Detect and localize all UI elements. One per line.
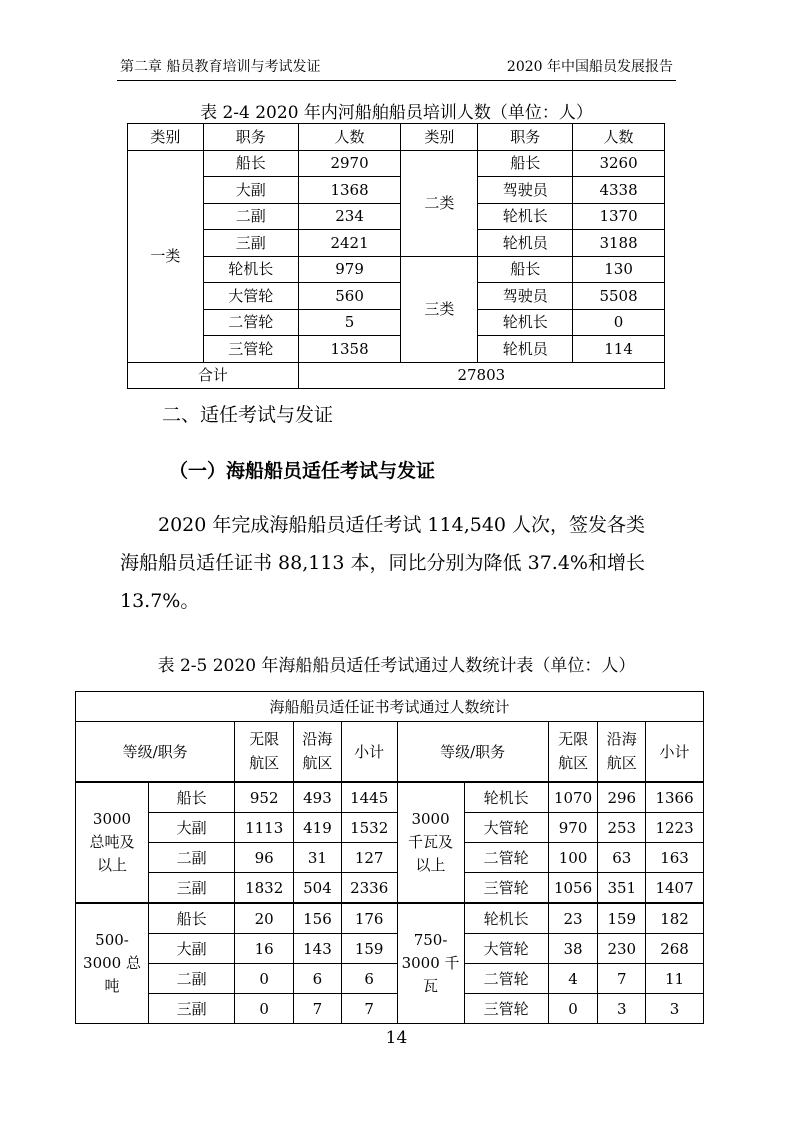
count-cell: 182 xyxy=(646,903,704,934)
count-cell: 3 xyxy=(646,994,704,1024)
position-cell: 船长 xyxy=(478,150,573,177)
position-cell: 三副 xyxy=(149,873,235,904)
grade-line: 750- xyxy=(413,930,448,949)
count-cell: 6 xyxy=(341,964,397,994)
count-cell: 159 xyxy=(598,903,646,934)
table-row xyxy=(76,934,704,964)
grade-line: 3000 千 xyxy=(401,953,460,972)
count-cell: 23 xyxy=(548,903,598,934)
count-cell: 156 xyxy=(294,903,342,934)
count-cell: 4338 xyxy=(573,177,665,204)
position-cell: 船长 xyxy=(478,256,573,283)
position-cell: 大副 xyxy=(149,934,235,964)
table-row xyxy=(128,203,665,230)
position-cell: 轮机长 xyxy=(464,903,548,934)
count-cell: 127 xyxy=(341,843,397,873)
grade-line: 3000 xyxy=(92,809,132,828)
header-report-title: 2020 年中国船员发展报告 xyxy=(506,59,673,75)
inland-training-table xyxy=(127,123,665,389)
category-cell: 一类 xyxy=(128,150,204,362)
count-cell: 16 xyxy=(235,934,294,964)
header-cell: 类别 xyxy=(128,124,204,151)
count-cell: 493 xyxy=(294,782,342,813)
position-cell: 三管轮 xyxy=(464,994,548,1024)
count-cell: 5 xyxy=(298,309,401,336)
count-cell: 7 xyxy=(341,994,397,1024)
position-cell: 轮机长 xyxy=(464,782,548,813)
header-line: 航区 xyxy=(302,753,333,772)
header-chapter-title: 第二章 船员教育培训与考试发证 xyxy=(120,59,321,75)
position-cell: 三管轮 xyxy=(464,873,548,904)
grade-line: 总吨及 xyxy=(89,832,135,851)
table-row xyxy=(76,813,704,843)
count-cell: 268 xyxy=(646,934,704,964)
count-cell: 11 xyxy=(646,964,704,994)
paragraph-line: 2020 年完成海船船员适任考试 114,540 人次，签发各类 xyxy=(158,514,646,536)
count-cell: 5508 xyxy=(573,283,665,310)
position-cell: 三副 xyxy=(149,994,235,1024)
header-cell: 人数 xyxy=(573,124,665,151)
count-cell: 143 xyxy=(294,934,342,964)
grade-line: 500- xyxy=(95,930,129,949)
table-header-row xyxy=(128,124,665,151)
count-cell: 163 xyxy=(646,843,704,873)
table-row xyxy=(128,256,665,283)
header-cell: 类别 xyxy=(401,124,478,151)
header-line: 无限 xyxy=(249,730,280,749)
subtotal-header: 小计 xyxy=(341,722,397,783)
count-cell: 2336 xyxy=(341,873,397,904)
count-cell: 1358 xyxy=(298,336,401,363)
header-cell: 职务 xyxy=(478,124,573,151)
grade-line: 吨 xyxy=(104,977,120,996)
position-cell: 二管轮 xyxy=(464,843,548,873)
table-row xyxy=(128,230,665,257)
header-cell: 人数 xyxy=(298,124,401,151)
header-line: 航区 xyxy=(249,753,280,772)
count-cell: 38 xyxy=(548,934,598,964)
total-row xyxy=(128,362,665,389)
seafarer-exam-table xyxy=(75,691,704,1024)
table-row xyxy=(76,843,704,873)
count-cell: 100 xyxy=(548,843,598,873)
paragraph-line: 海船船员适任证书 88,113 本，同比分别为降低 37.4%和增长 xyxy=(120,552,645,574)
count-cell: 1070 xyxy=(548,782,598,813)
count-cell: 3260 xyxy=(573,150,665,177)
table-row xyxy=(128,309,665,336)
count-cell: 952 xyxy=(235,782,294,813)
category-cell: 三类 xyxy=(401,256,478,362)
count-cell: 419 xyxy=(294,813,342,843)
count-cell: 504 xyxy=(294,873,342,904)
count-cell: 6 xyxy=(294,964,342,994)
grade-group-cell xyxy=(76,903,149,1024)
position-cell: 大管轮 xyxy=(464,934,548,964)
count-cell: 3188 xyxy=(573,230,665,257)
header-line: 航区 xyxy=(606,753,637,772)
subsection-heading: （一）海船船员适任考试与发证 xyxy=(169,460,436,482)
count-cell: 0 xyxy=(235,994,294,1024)
count-cell: 63 xyxy=(598,843,646,873)
grade-line: 以上 xyxy=(415,856,446,875)
header-line: 无限 xyxy=(558,730,589,749)
total-value: 27803 xyxy=(298,362,664,389)
table-row xyxy=(128,336,665,363)
count-cell: 1056 xyxy=(548,873,598,904)
count-cell: 351 xyxy=(598,873,646,904)
header-line: 航区 xyxy=(558,753,589,772)
grade-group-cell xyxy=(397,782,464,903)
count-cell: 0 xyxy=(573,309,665,336)
unlimited-header xyxy=(235,722,294,783)
count-cell: 1532 xyxy=(341,813,397,843)
count-cell: 296 xyxy=(598,782,646,813)
grade-line: 以上 xyxy=(97,856,128,875)
count-cell: 20 xyxy=(235,903,294,934)
position-cell: 二副 xyxy=(149,843,235,873)
table1-caption: 表 2-4 2020 年内河船舶船员培训人数（单位：人） xyxy=(200,103,593,123)
position-cell: 驾驶员 xyxy=(478,283,573,310)
table-row xyxy=(128,177,665,204)
count-cell: 96 xyxy=(235,843,294,873)
count-cell: 1366 xyxy=(646,782,704,813)
position-cell: 大副 xyxy=(203,177,298,204)
count-cell: 1445 xyxy=(341,782,397,813)
table-title: 海船船员适任证书考试通过人数统计 xyxy=(76,692,704,722)
table-row xyxy=(76,964,704,994)
subtotal-header: 小计 xyxy=(646,722,704,783)
count-cell: 176 xyxy=(341,903,397,934)
position-cell: 二副 xyxy=(203,203,298,230)
coastal-header xyxy=(598,722,646,783)
count-cell: 1407 xyxy=(646,873,704,904)
grade-header: 等级/职务 xyxy=(76,722,235,783)
count-cell: 130 xyxy=(573,256,665,283)
count-cell: 1113 xyxy=(235,813,294,843)
count-cell: 1368 xyxy=(298,177,401,204)
count-cell: 1832 xyxy=(235,873,294,904)
count-cell: 0 xyxy=(235,964,294,994)
grade-line: 瓦 xyxy=(423,977,439,996)
table-row xyxy=(76,994,704,1024)
count-cell: 2970 xyxy=(298,150,401,177)
grade-group-cell xyxy=(76,782,149,903)
table2-caption: 表 2-5 2020 年海船船员适任考试通过人数统计表（单位：人） xyxy=(157,656,636,676)
paragraph-line: 13.7%。 xyxy=(120,590,200,612)
position-cell: 大副 xyxy=(149,813,235,843)
position-cell: 船长 xyxy=(149,782,235,813)
count-cell: 0 xyxy=(548,994,598,1024)
grade-line: 3000 xyxy=(411,809,450,828)
position-cell: 二管轮 xyxy=(203,309,298,336)
count-cell: 230 xyxy=(598,934,646,964)
count-cell: 1370 xyxy=(573,203,665,230)
grade-line: 3000 总 xyxy=(83,953,141,972)
position-cell: 三管轮 xyxy=(203,336,298,363)
count-cell: 4 xyxy=(548,964,598,994)
section-heading: 二、适任考试与发证 xyxy=(162,404,334,426)
count-cell: 3 xyxy=(598,994,646,1024)
coastal-header xyxy=(294,722,342,783)
table-header-row xyxy=(76,722,704,783)
position-cell: 轮机员 xyxy=(478,336,573,363)
count-cell: 159 xyxy=(341,934,397,964)
header-cell: 职务 xyxy=(203,124,298,151)
position-cell: 轮机员 xyxy=(478,230,573,257)
grade-group-cell xyxy=(397,903,464,1024)
table-title-row xyxy=(76,692,704,722)
total-label: 合计 xyxy=(128,362,299,389)
header-divider xyxy=(117,80,676,81)
table-row xyxy=(76,782,704,813)
count-cell: 979 xyxy=(298,256,401,283)
count-cell: 560 xyxy=(298,283,401,310)
count-cell: 7 xyxy=(294,994,342,1024)
position-cell: 船长 xyxy=(149,903,235,934)
category-cell: 二类 xyxy=(401,150,478,256)
table-row xyxy=(76,873,704,904)
position-cell: 二副 xyxy=(149,964,235,994)
table-row xyxy=(128,283,665,310)
position-cell: 驾驶员 xyxy=(478,177,573,204)
page-number: 14 xyxy=(385,1028,408,1048)
count-cell: 970 xyxy=(548,813,598,843)
position-cell: 轮机长 xyxy=(478,309,573,336)
count-cell: 2421 xyxy=(298,230,401,257)
position-cell: 二管轮 xyxy=(464,964,548,994)
count-cell: 114 xyxy=(573,336,665,363)
header-line: 沿海 xyxy=(302,730,333,749)
table-row xyxy=(76,903,704,934)
table-row xyxy=(128,150,665,177)
unlimited-header xyxy=(548,722,598,783)
count-cell: 1223 xyxy=(646,813,704,843)
position-cell: 轮机长 xyxy=(203,256,298,283)
grade-header: 等级/职务 xyxy=(397,722,548,783)
count-cell: 234 xyxy=(298,203,401,230)
count-cell: 31 xyxy=(294,843,342,873)
header-line: 沿海 xyxy=(606,730,637,749)
position-cell: 大管轮 xyxy=(203,283,298,310)
count-cell: 7 xyxy=(598,964,646,994)
count-cell: 253 xyxy=(598,813,646,843)
position-cell: 大管轮 xyxy=(464,813,548,843)
grade-line: 千瓦及 xyxy=(408,832,454,851)
position-cell: 轮机长 xyxy=(478,203,573,230)
position-cell: 船长 xyxy=(203,150,298,177)
body-paragraph xyxy=(120,506,680,620)
position-cell: 三副 xyxy=(203,230,298,257)
